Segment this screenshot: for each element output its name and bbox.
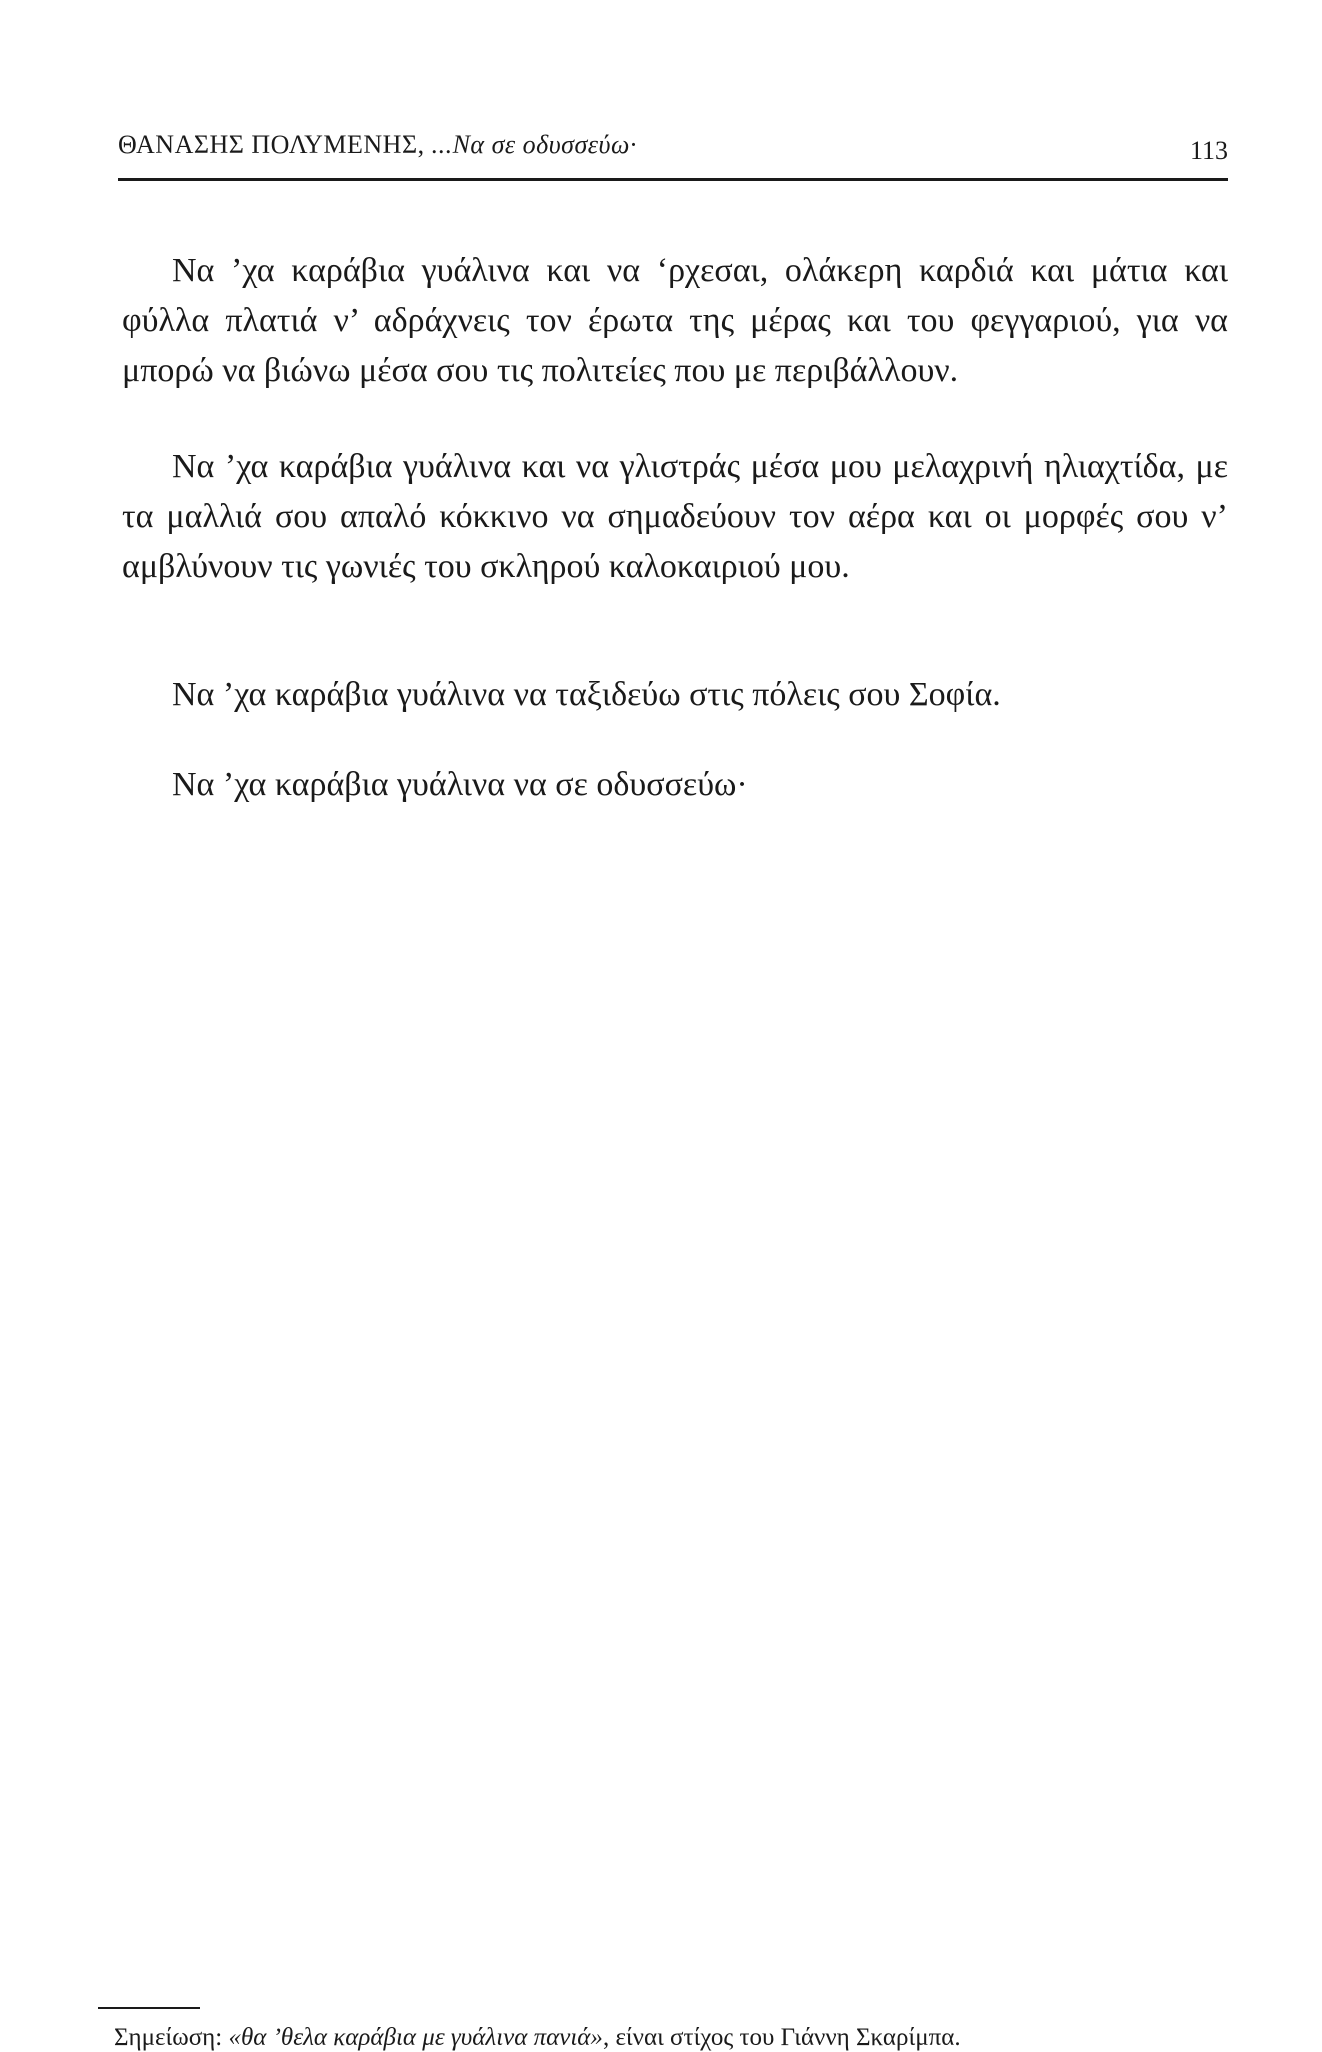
footnote-rule (98, 2007, 200, 2009)
footnote-suffix: , είναι στίχος του Γιάννη Σκαρίμπα. (602, 2024, 961, 2051)
body-text (122, 246, 1228, 810)
header-rule (118, 178, 1228, 181)
paragraph-4: Να ’χα καράβια γυάλινα να σε οδυσσεύω· (172, 766, 748, 803)
running-head (118, 130, 637, 160)
running-head-author: ΘΑΝΑΣΗΣ ΠΟΛΥΜΕΝΗΣ, (118, 130, 425, 159)
page-header (118, 122, 1228, 172)
footnote-prefix: Σημείωση: (114, 2024, 229, 2051)
page-number: 113 (1189, 136, 1228, 165)
running-head-title: ...Να σε οδυσσεύω· (431, 130, 637, 159)
paragraph-3: Να ’χα καράβια γυάλινα να ταξιδεύω στις πόλεις σου Σοφία. (172, 676, 1001, 713)
footnote-quote: «θα ’θελα καράβια με γυάλινα πανιά» (228, 2024, 603, 2051)
paragraph-2: Να ’χα καράβια γυάλινα και να γλιστράς μέσα μου μελαχρινή ηλιαχτίδα, με τα μαλλιά σου απαλό κόκκινο να σημαδεύουν τον αέρα και οι μορφές σου ν’ αμβλύνουν τις γωνιές του σκληρού καλοκαιριού μου. (122, 448, 1228, 585)
paragraph-1: Να ’χα καράβια γυάλινα και να ‘ρχεσαι, ολάκερη καρδιά και μάτια και φύλλα πλατιά ν’ αδράχνεις τον έρωτα της μέρας και του φεγγαριού, για να μπορώ να βιώνω μέσα σου τις πολιτείες που με περιβάλλουν. (122, 252, 1228, 389)
